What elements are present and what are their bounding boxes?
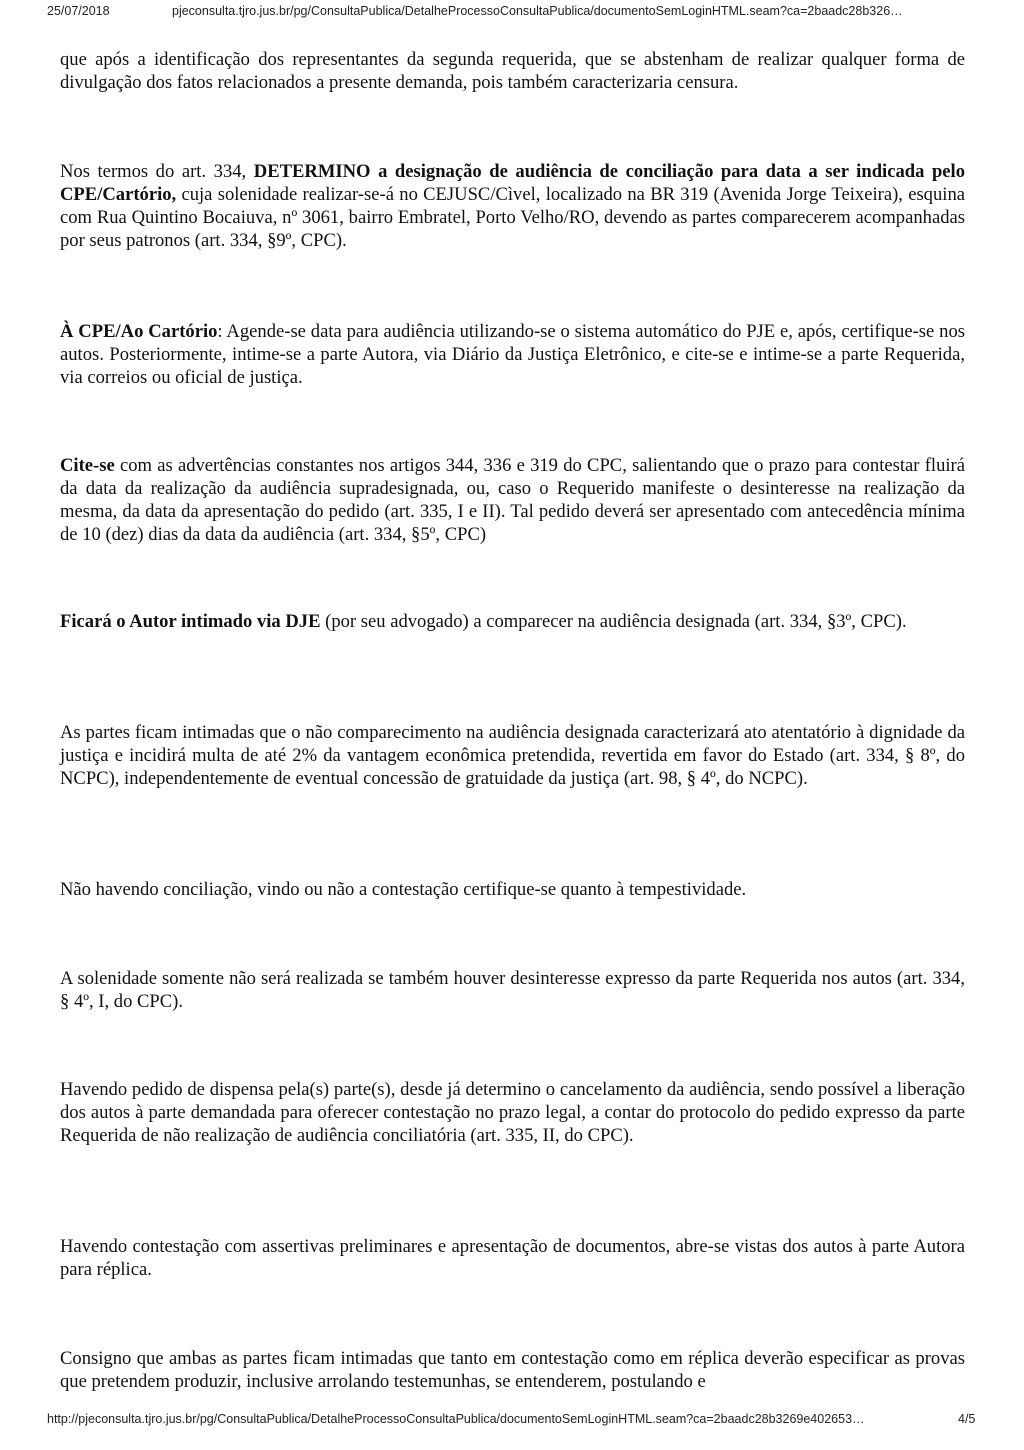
paragraph-text: Havendo contestação com assertivas preliminares e apresentação de documentos, abre-se vistas dos autos à parte Autora para réplica. <box>60 1236 965 1280</box>
paragraph-cpe-cartorio <box>60 320 965 389</box>
paragraph-partes-intimadas <box>60 721 965 790</box>
paragraph-text: As partes ficam intimadas que o não comparecimento na audiência designada caracterizará ato atentatório à dignidade da justiça e incidirá multa de até 2% da vantagem econômica pretendida, revertida em favor do Estado (art. 334, § 8º, do NCPC), independentemente de eventual concessão de gratuidade da justiça (art. 98, § 4º, do NCPC). <box>60 722 965 789</box>
paragraph-bold-text: Cite-se <box>60 455 115 476</box>
paragraph-provas <box>60 1347 965 1393</box>
paragraph-text: Nos termos do art. 334, <box>60 161 254 182</box>
print-footer <box>0 1412 1024 1432</box>
paragraph-text: com as advertências constantes nos artigos 344, 336 e 319 do CPC, salientando que o prazo para contestar fluirá da data da realização da audiência supradesignada, ou, caso o Requerido manifeste o desinteresse na realização da mesma, da data da apresentação do pedido (art. 335, I e II). Tal pedido deverá ser apresentado com antecedência mínima de 10 (dez) dias da data da audiência (art. 334, §5º, CPC) <box>60 455 965 545</box>
print-footer-url: http://pjeconsulta.tjro.jus.br/pg/ConsultaPublica/DetalheProcessoConsultaPublica/documentoSemLoginHTML.seam?ca=2baadc28b3269e402653… <box>47 1412 865 1426</box>
paragraph-designacao-audiencia <box>60 160 965 252</box>
paragraph-dispensa <box>60 1078 965 1147</box>
paragraph-text: Havendo pedido de dispensa pela(s) parte(s), desde já determino o cancelamento da audiência, sendo possível a liberação dos autos à parte demandada para oferecer contestação no prazo legal, a contar do protocolo do pedido expresso da parte Requerida de não realização de audiência conciliatória (art. 335, II, do CPC). <box>60 1079 965 1146</box>
paragraph-text: que após a identificação dos representantes da segunda requerida, que se abstenham de realizar qualquer forma de divulgação dos fatos relacionados a presente demanda, pois também caracterizaria censura. <box>60 49 965 93</box>
paragraph-bold-text: À CPE/Ao Cartório <box>60 321 218 342</box>
paragraph-solenidade <box>60 967 965 1013</box>
paragraph-text: (por seu advogado) a comparecer na audiência designada (art. 334, §3º, CPC). <box>320 611 907 632</box>
print-header <box>0 4 1024 24</box>
paragraph-text: Não havendo conciliação, vindo ou não a contestação certifique-se quanto à tempestividade. <box>60 879 747 900</box>
paragraph-bold-text: DETERMINO a designação de audiência de conciliação para data a ser indicada pelo CPE/Cartório, <box>60 161 965 205</box>
paragraph-text: A solenidade somente não será realizada se também houver desinteresse expresso da parte Requerida nos autos (art. 334, § 4º, I, do CPC). <box>60 968 965 1012</box>
paragraph-text: : Agende-se data para audiência utilizando-se o sistema automático do PJE e, após, certifique-se nos autos. Posteriormente, intime-se a parte Autora, via Diário da Justiça Eletrônico, e cite-se e intime-se a parte Requerida, via correios ou oficial de justiça. <box>60 321 965 388</box>
paragraph-bold-text: Ficará o Autor intimado via DJE <box>60 611 321 632</box>
paragraph-text: Consigno que ambas as partes ficam intimadas que tanto em contestação como em réplica deverão especificar as provas que pretendem produzir, inclusive arrolando testemunhas, se entenderem, postulando e <box>60 1348 965 1392</box>
paragraph-cite-se <box>60 454 965 546</box>
page-number: 4/5 <box>958 1412 976 1426</box>
print-header-url: pjeconsulta.tjro.jus.br/pg/ConsultaPublica/DetalheProcessoConsultaPublica/documentoSemLoginHTML.seam?ca=2baadc28b326… <box>172 4 903 18</box>
paragraph-autor-intimado <box>60 610 965 633</box>
paragraph-censura <box>60 48 965 94</box>
paragraph-contestacao-replica <box>60 1235 965 1281</box>
paragraph-nao-conciliacao <box>60 878 965 901</box>
print-date: 25/07/2018 <box>47 4 110 18</box>
paragraph-text: cuja solenidade realizar-se-á no CEJUSC/Cìvel, localizado na BR 319 (Avenida Jorge Teixeira), esquina com Rua Quintino Bocaiuva, nº 3061, bairro Embratel, Porto Velho/RO, devendo as partes comparecerem acompanhadas por seus patronos (art. 334, §9º, CPC). <box>60 184 965 251</box>
